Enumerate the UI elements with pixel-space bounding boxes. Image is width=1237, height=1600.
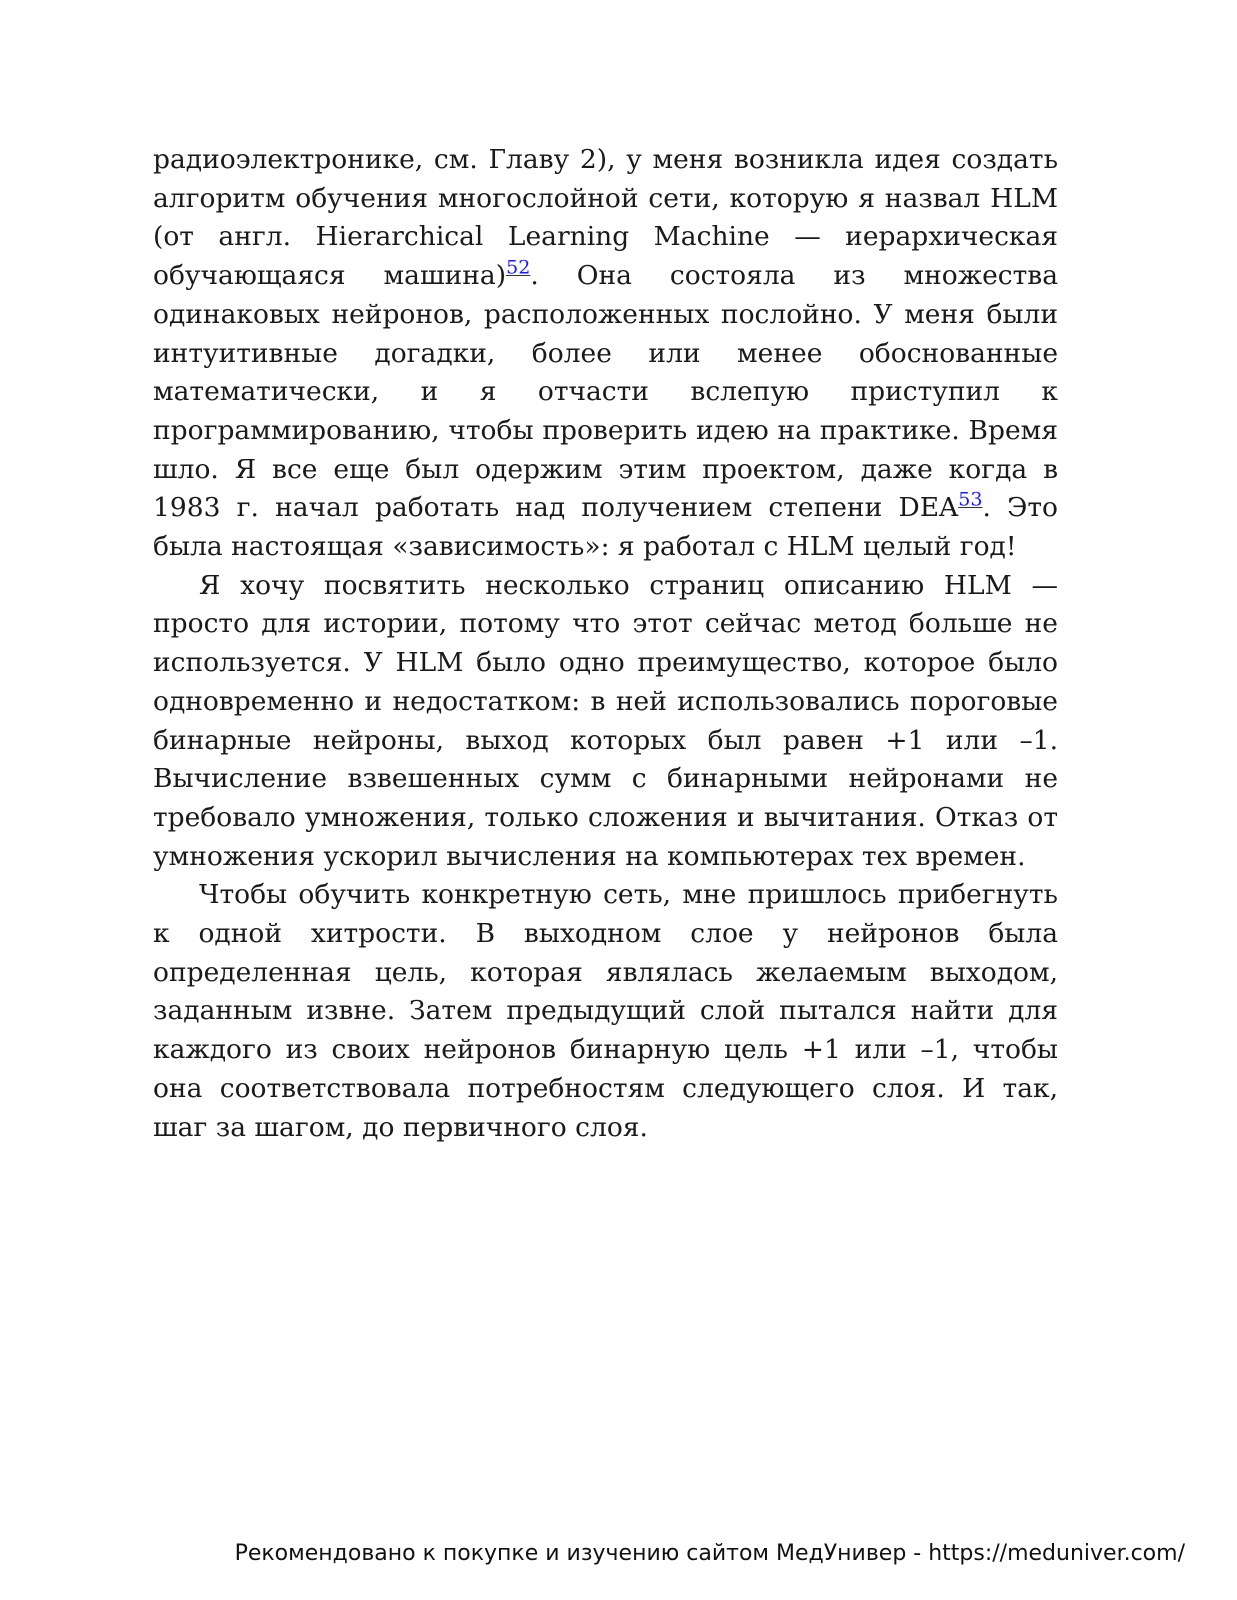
footer-recommendation: Рекомендовано к покупке и изучению сайтом МедУнивер - https://meduniver.com/ xyxy=(234,1541,1185,1566)
paragraph-1-text-a: радиоэлектронике, см. Главу 2), у меня возникла идея создать алгоритм обучения многослойной сети, которую я назвал HLM (от англ. Hierarchical Learning Machine — иерархическая обучающаяся машина) xyxy=(153,144,1058,292)
paragraph-2: Я хочу посвятить несколько страниц описанию HLM — просто для истории, потому что этот сейчас метод больше не используется. У HLM было одно преимущество, которое было одновременно и недостатком: в ней использовались пороговые бинарные нейроны, выход которых был равен +1 или –1. Вычисление взвешенных сумм с бинарными нейронами не требовало умножения, только сложения и вычитания. Отказ от умножения ускорил вычисления на компьютерах тех времен. xyxy=(153,569,1058,872)
paragraph-1-text-b: . Она состояла из множества одинаковых нейронов, расположенных послойно. У меня были интуитивные догадки, более или менее обоснованные математически, и я отчасти вслепую приступил к программированию, чтобы проверить идею на практике. Время шло. Я все еще был одержим этим проектом, даже когда в 1983 г. начал работать над получением степени DEA xyxy=(153,260,1058,524)
paragraph-1-text-c: . Это была настоящая «зависимость»: я работал с HLM целый год! xyxy=(153,492,1058,563)
footnote-ref-52[interactable]: 52 xyxy=(506,256,531,279)
paragraph-3: Чтобы обучить конкретную сеть, мне пришлось прибегнуть к одной хитрости. В выходном слое у нейронов была определенная цель, которая являлась желаемым выходом, заданным извне. Затем предыдущий слой пытался найти для каждого из своих нейронов бинарную цель +1 или –1, чтобы она соответствовала потребностям следующего слоя. И так, шаг за шагом, до первичного слоя. xyxy=(153,879,1058,1143)
footnote-ref-53[interactable]: 53 xyxy=(958,488,983,511)
page-body xyxy=(153,141,1058,1147)
paragraph-1 xyxy=(153,141,1058,567)
